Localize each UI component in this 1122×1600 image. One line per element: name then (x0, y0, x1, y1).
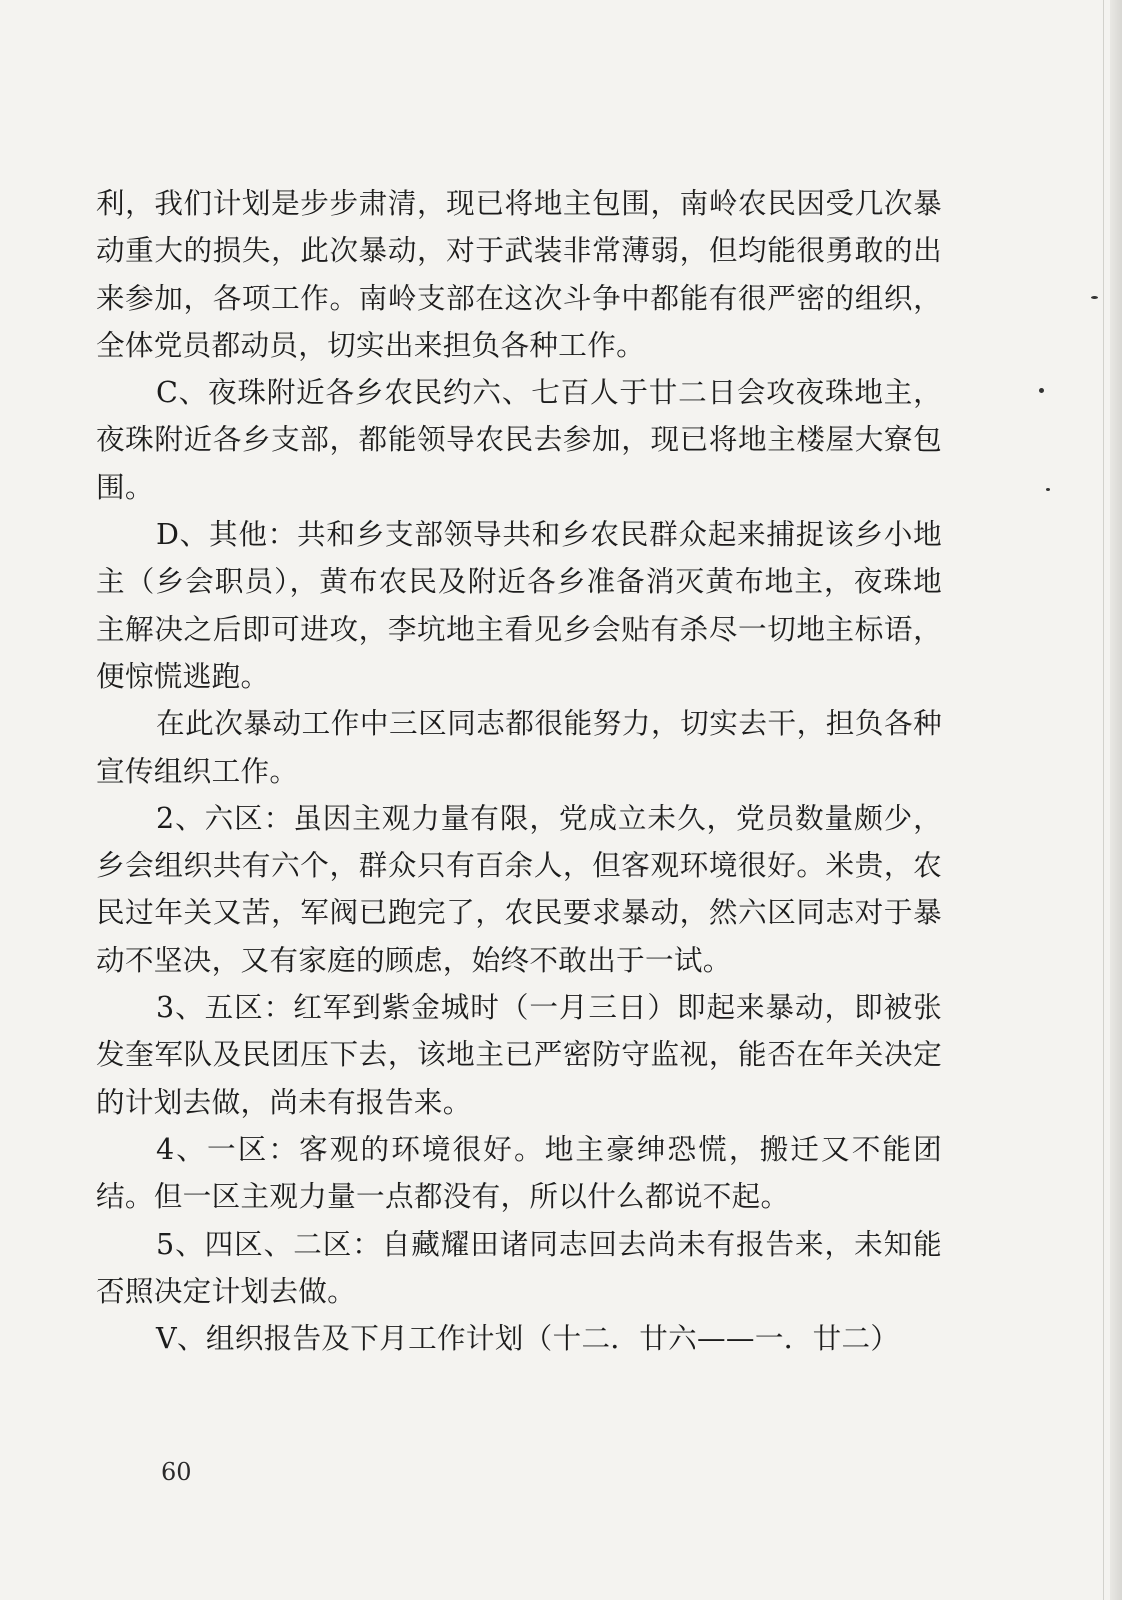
scan-speck (1091, 296, 1098, 299)
document-body (96, 180, 942, 1362)
paragraph-c: C、夜珠附近各乡农民约六、七百人于廿二日会攻夜珠地主，夜珠附近各乡支部，都能领导农民去参加，现已将地主楼屋大寮包围。 (96, 375, 942, 504)
scan-speck (1046, 488, 1050, 491)
paragraph-d: D、其他：共和乡支部领导共和乡农民群众起来捕捉该乡小地主（乡会职员），黄布农民及附近各乡准备消灭黄布地主，夜珠地主解决之后即可进攻，李坑地主看见乡会贴有杀尽一切地主标语，便惊慌逃跑。 (96, 517, 942, 693)
section-heading-v: Ⅴ、组织报告及下月工作计划（十二．廿六——一．廿二） (156, 1321, 900, 1356)
paragraph-district-6: 2、六区：虽因主观力量有限，党成立未久，党员数量颇少，乡会组织共有六个，群众只有百余人，但客观环境很好。米贵，农民过年关又苦，军阀已跑完了，农民要求暴动，然六区同志对于暴动不坚决，又有家庭的顾虑，始终不敢出于一试。 (96, 800, 942, 977)
scan-speck (1039, 388, 1044, 393)
page-edge-shadow (1110, 0, 1122, 1600)
page-number: 60 (161, 1458, 192, 1486)
page-edge-line (1103, 0, 1104, 1600)
paragraph-district-5: 3、五区：红军到紫金城时（一月三日）即起来暴动，即被张发奎军队及民团压下去，该地主已严密防守监视，能否在年关决定的计划去做，尚未有报告来。 (96, 990, 942, 1119)
paragraph-district-1: 4、一区：客观的环境很好。地主豪绅恐慌，搬迁又不能团结。但一区主观力量一点都没有，所以什么都说不起。 (96, 1131, 942, 1214)
paragraph-district-4-2: 5、四区、二区：自藏耀田诸同志回去尚未有报告来，未知能否照决定计划去做。 (96, 1226, 942, 1308)
paragraph-continuation: 利，我们计划是步步肃清，现已将地主包围，南岭农民因受几次暴动重大的损失，此次暴动，对于武装非常薄弱，但均能很勇敢的出来参加，各项工作。南岭支部在这次斗争中都能有很严密的组织，全体党员都动员，切实出来担负各种工作。 (96, 186, 942, 362)
paragraph-summary: 在此次暴动工作中三区同志都很能努力，切实去干，担负各种宣传组织工作。 (96, 706, 942, 788)
